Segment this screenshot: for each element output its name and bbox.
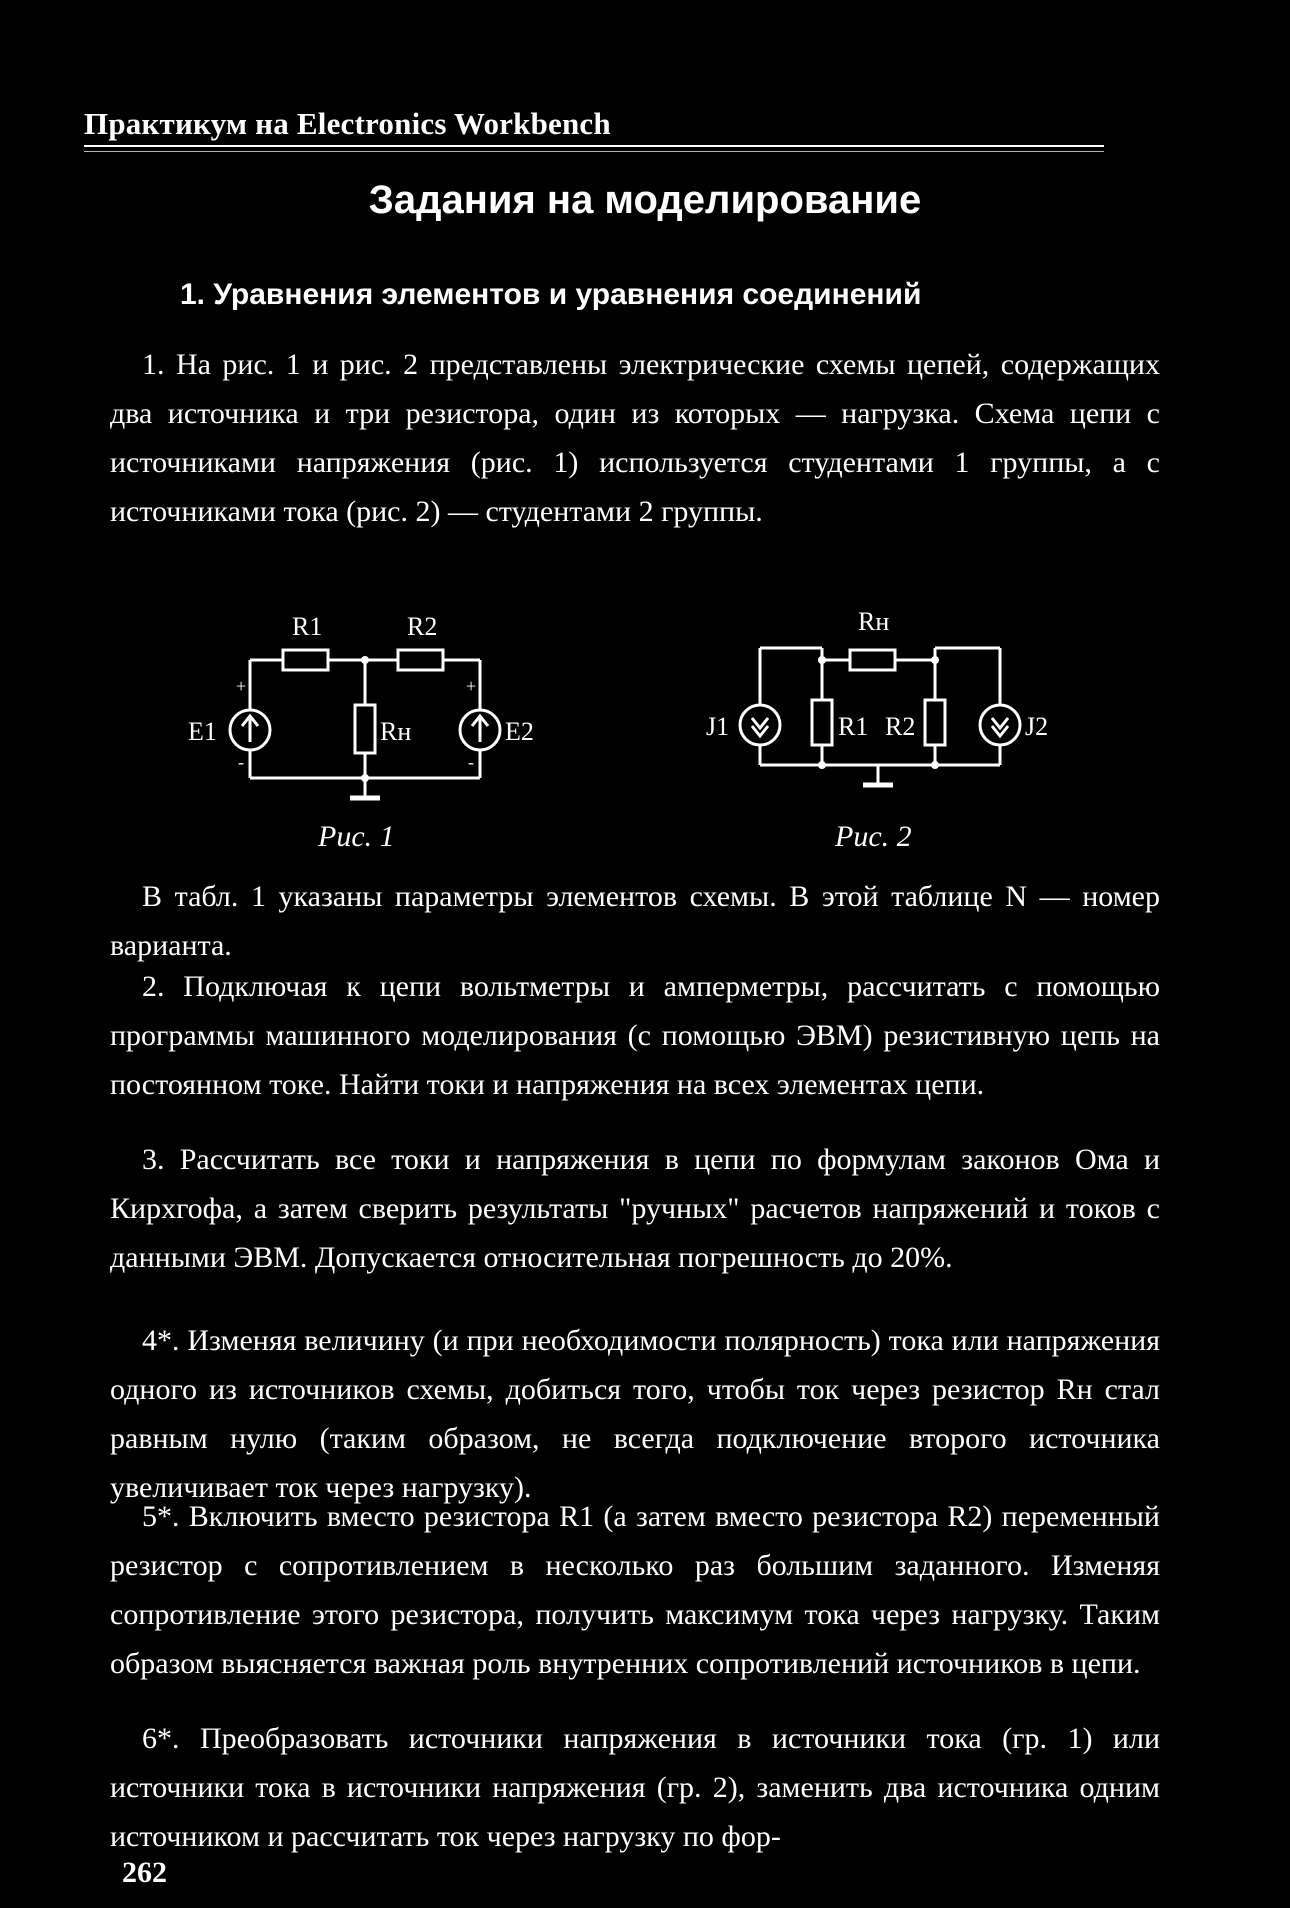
- paragraph-task-3: 3. Рассчитать все токи и напряжения в цепи по формулам законов Ома и Кирхгофа, а затем сверить результаты "ручных" расчетов напряжений и токов с данными ЭВМ. Допускается относительная погрешность до 20%.: [110, 1143, 1160, 1274]
- label-e2: E2: [505, 717, 534, 746]
- label-r1: R1: [838, 712, 869, 741]
- page-title: Задания на моделирование: [368, 178, 922, 222]
- label-e2-minus: -: [468, 752, 474, 772]
- paragraph-table-note: В табл. 1 указаны параметры элементов схемы. В этой таблице N — номер варианта.: [110, 880, 1160, 962]
- paragraph-task-6: 6*. Преобразовать источники напряжения в источники тока (гр. 1) или источники тока в источники напряжения (гр. 2), заменить два источника одним источником и рассчитать ток через нагрузку по фор-: [110, 1722, 1160, 1853]
- resistor-r1: [283, 650, 328, 670]
- label-e1-plus: +: [236, 676, 247, 696]
- label-e1-minus: -: [238, 752, 244, 772]
- current-source-j2: [980, 705, 1020, 745]
- resistor-rn: [850, 650, 895, 670]
- header-rule-thin: [84, 151, 1104, 152]
- section-heading: 1. Уравнения элементов и уравнения соединений: [180, 278, 922, 311]
- running-header: Практикум на Electronics Workbench: [84, 106, 611, 141]
- page-number: 262: [122, 1856, 167, 1889]
- header-rule: [84, 145, 1104, 147]
- label-e2-plus: +: [466, 676, 477, 696]
- label-j2: J2: [1025, 712, 1049, 741]
- circuit-diagram-voltage-sources: [160, 600, 580, 810]
- current-source-j1: [740, 705, 780, 745]
- resistor-r2: [925, 700, 945, 745]
- paragraph-task-1: 1. На рис. 1 и рис. 2 представлены электрические схемы цепей, содержащих два источника и три резистора, один из которых — нагрузка. Схема цепи с источниками напряжения (рис. 1) используется студентами 1 группы, а с источниками тока (рис. 2) — студентами 2 группы.: [110, 348, 1160, 528]
- resistor-r1: [812, 700, 832, 745]
- label-r1: R1: [292, 612, 323, 641]
- label-r2: R2: [885, 712, 916, 741]
- label-e1: E1: [188, 717, 217, 746]
- figure-1: [160, 600, 580, 860]
- figure-2: [680, 600, 1090, 860]
- resistor-rn: [355, 705, 375, 753]
- label-rn: Rн: [380, 717, 412, 746]
- paragraph-task-5: 5*. Включить вместо резистора R1 (а затем вместо резистора R2) переменный резистор с сопротивлением в несколько раз большим заданного. Изменяя сопротивление этого резистора, получить максимум тока через нагрузку. Таким образом выясняется важная роль внутренних сопротивлений источников в цепи.: [110, 1500, 1160, 1680]
- label-r2: R2: [407, 612, 438, 641]
- paragraph-task-2: 2. Подключая к цепи вольтметры и амперметры, рассчитать с помощью программы машинного моделирования (с помощью ЭВМ) резистивную цепь на постоянном токе. Найти токи и напряжения на всех элементах цепи.: [110, 970, 1160, 1101]
- figure-1-caption: Рис. 1: [318, 820, 395, 853]
- circuit-diagram-current-sources: [680, 600, 1090, 810]
- figure-2-caption: Рис. 2: [835, 820, 912, 853]
- paragraph-task-4: 4*. Изменяя величину (и при необходимости полярность) тока или напряжения одного из источников схемы, добиться того, чтобы ток через резистор Rн стал равным нулю (таким образом, не всегда подключение второго источника увеличивает ток через нагрузку).: [110, 1324, 1160, 1504]
- label-rn: Rн: [858, 607, 890, 636]
- label-j1: J1: [706, 712, 730, 741]
- resistor-r2: [398, 650, 443, 670]
